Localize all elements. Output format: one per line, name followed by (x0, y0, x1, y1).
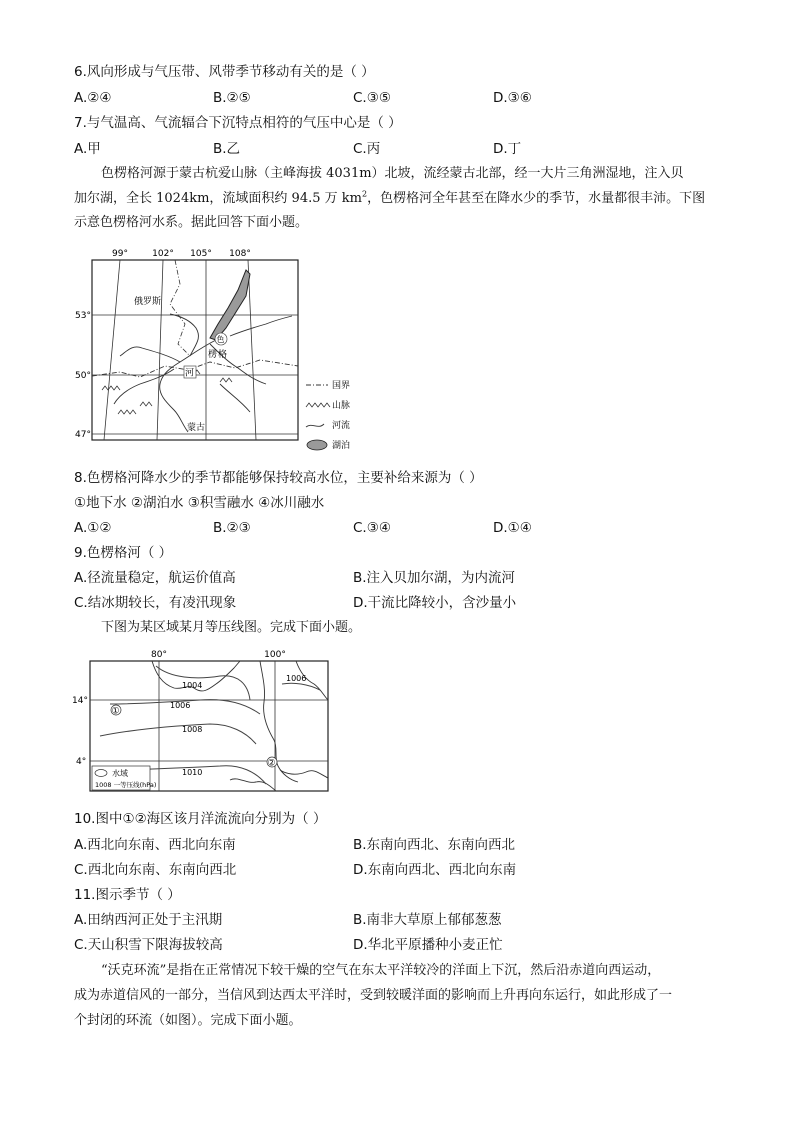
marker-1: ① (111, 706, 120, 717)
q6-option-a: A.②④ (74, 90, 112, 106)
q10-option-d: D.东南向西北、西北向东南 (353, 862, 517, 878)
legend-water-label: 水域 (112, 769, 128, 778)
legend-isobar-label: 1008 一等压线(hPa) (95, 781, 157, 789)
marker-2: ② (267, 758, 276, 769)
q7-option-c: C.丙 (353, 141, 381, 157)
q10-stem: 10.图中①②海区该月洋流流向分别为（ ） (74, 811, 327, 827)
passage3-line3: 个封闭的环流（如图）。完成下面小题。 (74, 1013, 302, 1028)
map1-lat-47: 47° (75, 430, 91, 440)
q8-sources: ①地下水 ②湖泊水 ③积雪融水 ④冰川融水 (74, 495, 325, 511)
legend-lake-label: 湖泊 (332, 441, 351, 451)
map1-lon-105: 105° (190, 249, 212, 259)
isobar-1004: 1004 (182, 681, 203, 690)
map1-lat-53: 53° (75, 311, 91, 321)
q9-stem: 9.色楞格河（ ） (74, 545, 173, 561)
q7-stem: 7.与气温高、气流辐合下沉特点相符的气压中心是（ ） (74, 115, 402, 131)
q10-option-a: A.西北向东南、西北向东南 (74, 837, 236, 853)
map1-label-ge: 格 (218, 350, 228, 360)
map1-label-se: 色 (216, 335, 225, 344)
q7-option-d: D.丁 (493, 141, 522, 157)
legend-mountain-label: 山脉 (332, 401, 351, 411)
q6-option-b: B.②⑤ (213, 90, 251, 106)
map1-label-he: 河 (185, 368, 195, 379)
q11-stem: 11.图示季节（ ） (74, 887, 181, 903)
q8-option-b: B.②③ (213, 520, 251, 536)
q10-option-b: B.东南向西北、东南向西北 (353, 837, 516, 853)
q11-option-d: D.华北平原播种小麦正忙 (353, 937, 503, 953)
map2-lat-4: 4° (76, 757, 87, 767)
q8-option-d: D.①④ (493, 520, 532, 536)
passage2: 下图为某区域某月等压线图。完成下面小题。 (101, 620, 362, 635)
q11-option-b: B.南非大草原上郁郁葱葱 (353, 912, 502, 928)
isobar-1006-right: 1006 (286, 674, 307, 683)
passage1-line1: 色楞格河源于蒙古杭爱山脉（主峰海拔 4031m）北坡，流经蒙古北部，经一大片三角洲湿地，注入贝 (101, 166, 684, 181)
isobar-1006-left: 1006 (170, 701, 191, 710)
passage1-line2: 加尔湖，全长 1024km，流域面积约 94.5 万 $km^2$，色楞格河全年甚至在降水少的季节，水量都很丰沛。下图 (74, 189, 706, 206)
map2-lon-100: 100° (264, 650, 286, 660)
map1-lon-99: 99° (112, 249, 128, 259)
passage1-line3: 示意色楞格河水系。据此回答下面小题。 (74, 215, 309, 230)
q9-option-c: C.结冰期较长，有凌汛现象 (74, 595, 237, 611)
q9-option-b: B.注入贝加尔湖，为内流河 (353, 570, 516, 586)
q7-option-a: A.甲 (74, 141, 101, 157)
legend-river-label: 河流 (332, 421, 351, 431)
q6-stem: 6.风向形成与气压带、风带季节移动有关的是（ ） (74, 64, 375, 80)
q9-option-d: D.干流比降较小，含沙量小 (353, 595, 517, 611)
isobar-1008: 1008 (182, 725, 203, 734)
isobar-map (70, 644, 336, 794)
q6-option-d: D.③⑥ (493, 90, 532, 106)
map1-legend (306, 380, 350, 451)
q9-option-a: A.径流量稳定，航运价值高 (74, 570, 236, 586)
q8-stem: 8.色楞格河降水少的季节都能够保持较高水位，主要补给来源为（ ） (74, 470, 483, 486)
map1-lon-108: 108° (229, 249, 251, 259)
map2-lon-80: 80° (151, 650, 167, 660)
isobar-1010: 1010 (182, 768, 203, 777)
map1-label-mongolia: 蒙古 (187, 423, 206, 433)
q11-option-a: A.田纳西河正处于主汛期 (74, 912, 223, 928)
passage3-line2: 成为赤道信风的一部分，当信风到达西太平洋时，受到较暖洋面的影响而上升再向东运行，如此形成了一 (74, 988, 673, 1003)
q10-option-c: C.西北向东南、东南向西北 (74, 862, 237, 878)
q11-option-c: C.天山积雪下限海拔较高 (74, 937, 223, 953)
q6-option-c: C.③⑤ (353, 90, 391, 106)
legend-border-label: 国界 (332, 381, 351, 391)
q7-option-b: B.乙 (213, 141, 241, 157)
map1-label-leng: 楞 (208, 350, 218, 360)
map1-label-russia: 俄罗斯 (134, 297, 162, 307)
q8-option-a: A.①② (74, 520, 112, 536)
q8-option-c: C.③④ (353, 520, 391, 536)
passage3-line1: “沃克环流”是指在正常情况下较干燥的空气在东太平洋较冷的洋面上下沉，然后沿赤道向西运动， (101, 963, 661, 978)
selenga-map (70, 244, 370, 454)
superscript-2: 2 (361, 189, 368, 199)
map1-lat-50: 50° (75, 371, 91, 381)
map1-lon-102: 102° (152, 249, 174, 259)
map2-lat-14: 14° (72, 696, 88, 706)
